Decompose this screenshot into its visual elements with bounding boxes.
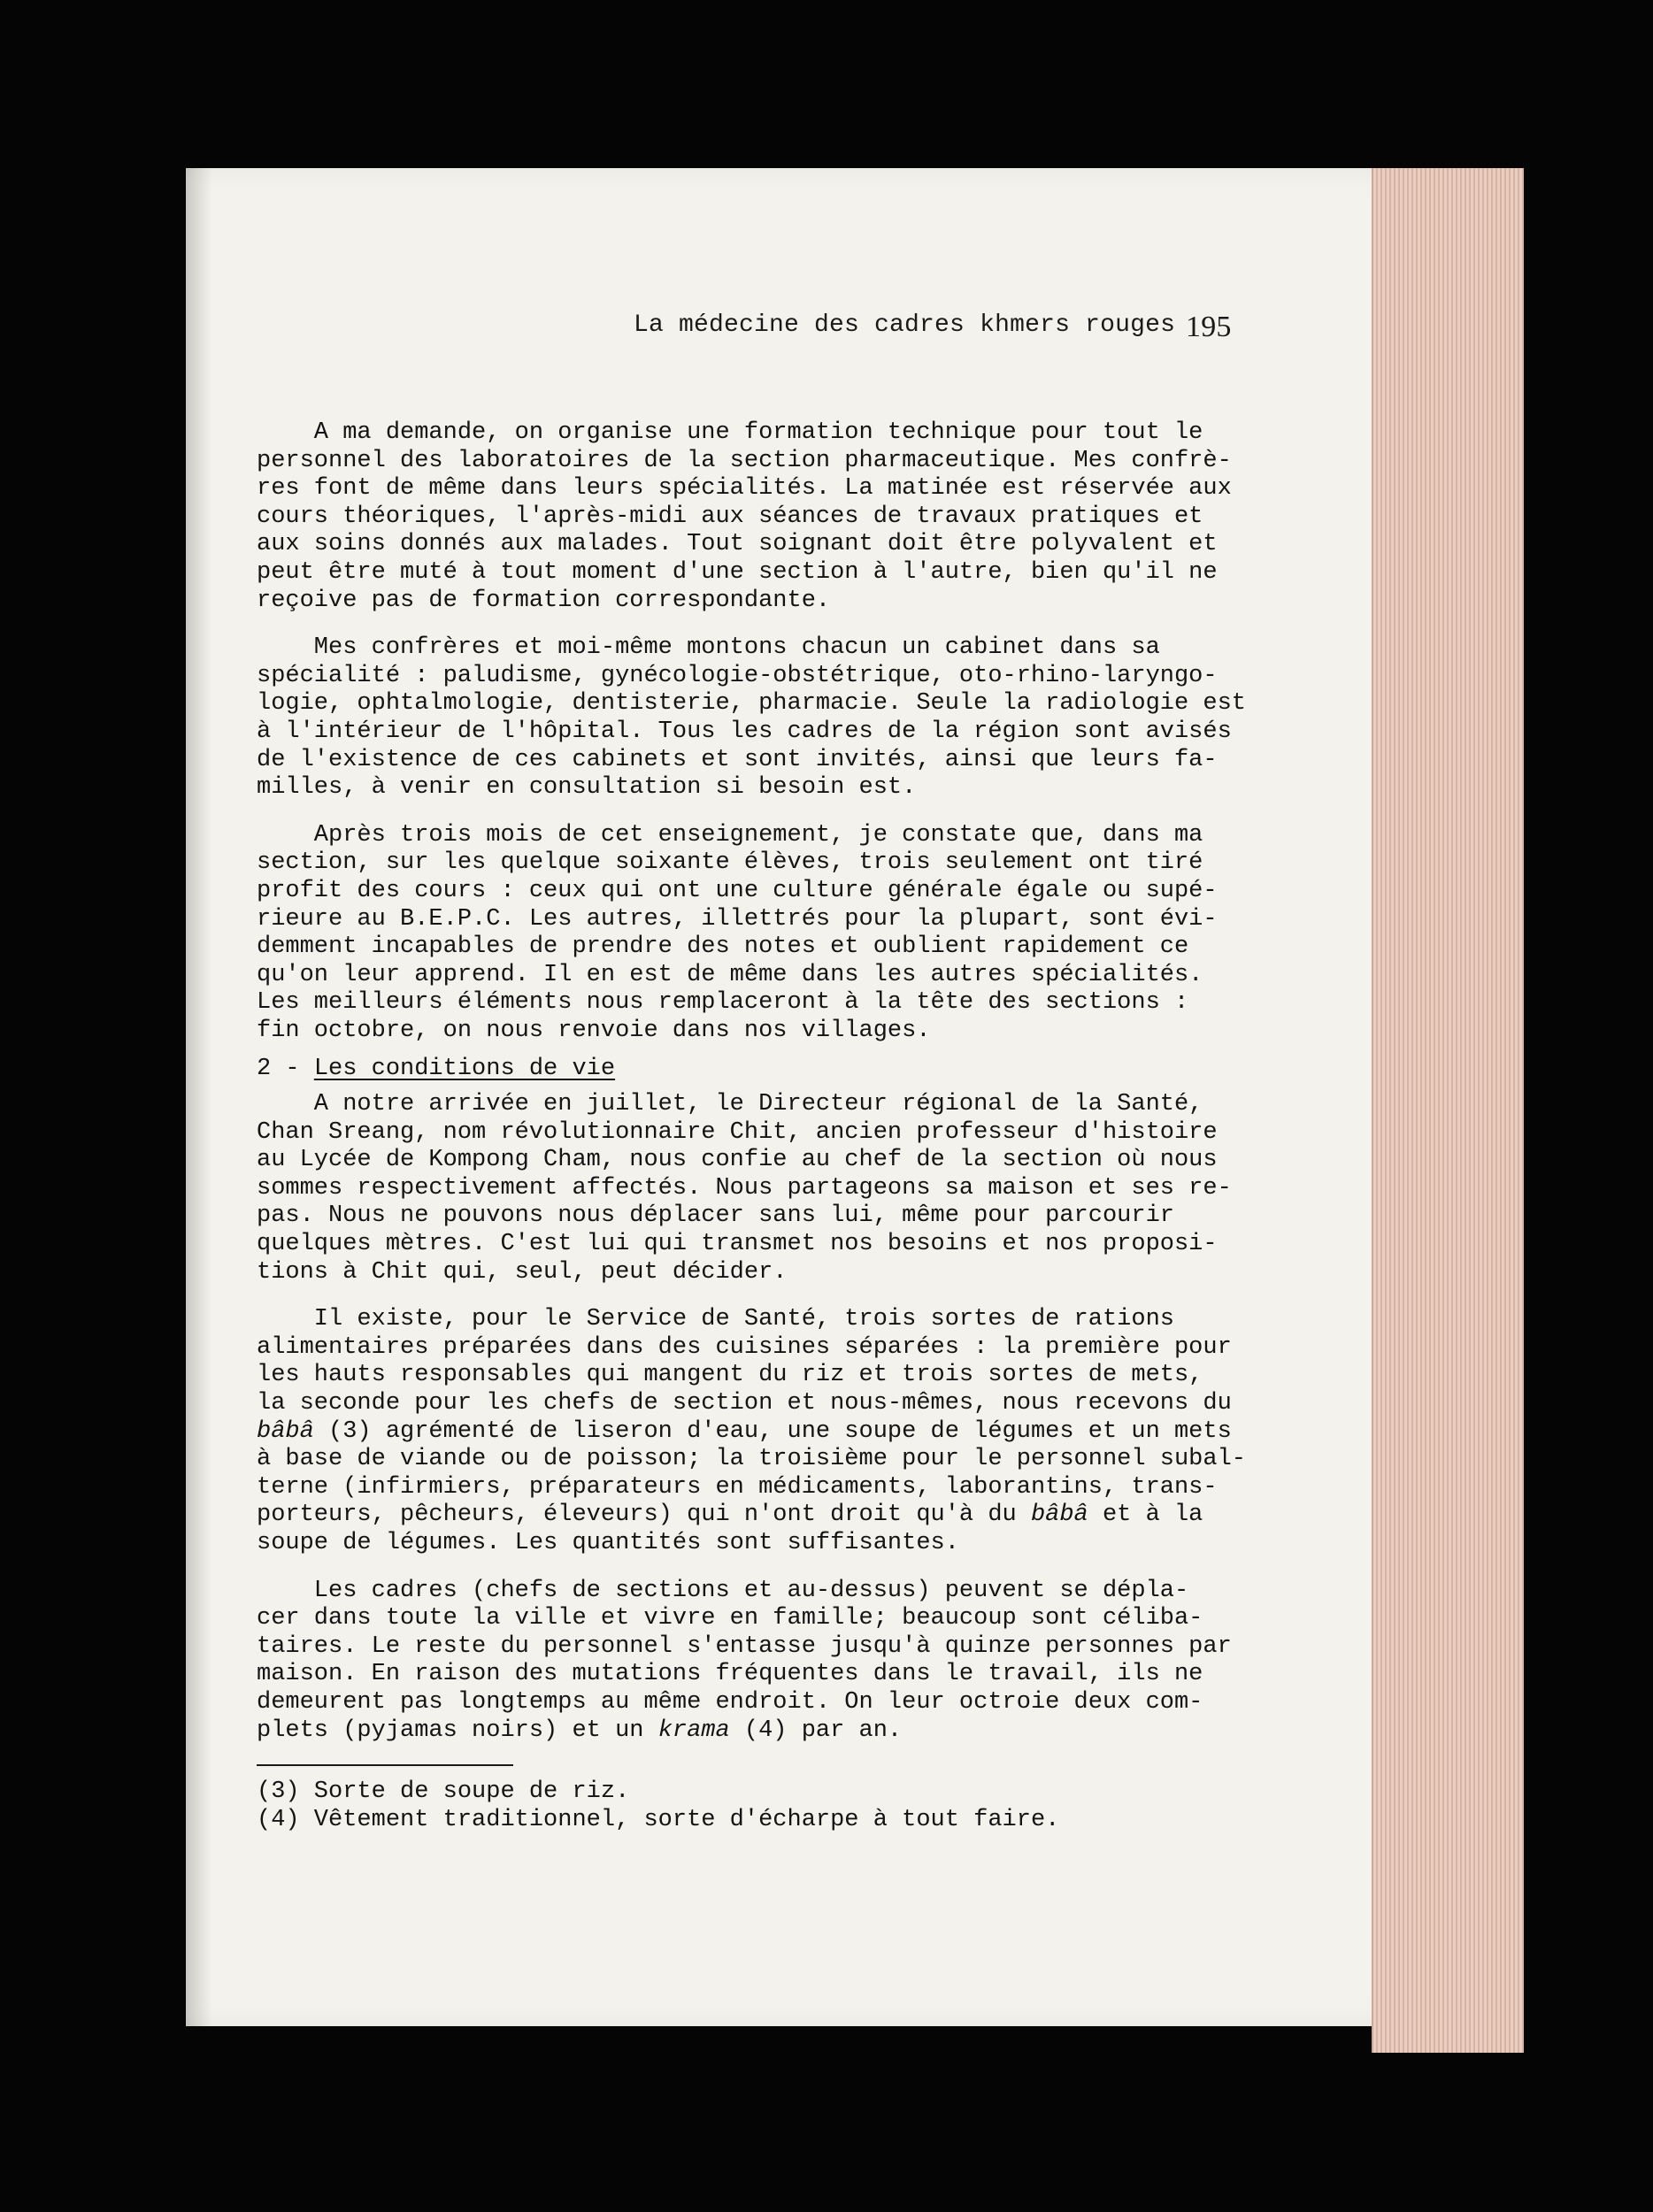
text-line: Chan Sreang, nom révolutionnaire Chit, ancien professeur d'histoire	[257, 1118, 1218, 1146]
text-line: au Lycée de Kompong Cham, nous confie au chef de la section où nous	[257, 1147, 1218, 1174]
italic-term: bâbâ	[257, 1417, 314, 1445]
paragraph-gap	[257, 1558, 1221, 1578]
text-line: de l'existence de ces cabinets et sont invités, ainsi que leurs fa-	[257, 746, 1218, 773]
text-line: peut être muté à tout moment d'une section à l'autre, bien qu'il ne	[257, 558, 1218, 586]
text-line: fin octobre, on nous renvoie dans nos villages.	[257, 1017, 931, 1044]
paragraph	[257, 1577, 1232, 1746]
text-line: milles, à venir en consultation si besoin est.	[257, 774, 917, 802]
paragraph	[257, 419, 1232, 615]
footnote: (3) Sorte de soupe de riz.	[257, 1778, 630, 1806]
text-line: spécialité : paludisme, gynécologie-obstétrique, oto-rhino-laryngo-	[257, 662, 1218, 689]
text-line: terne (infirmiers, préparateurs en médicaments, laborantins, trans-	[257, 1473, 1218, 1501]
footnotes	[257, 1778, 1221, 1834]
page-edges	[1372, 168, 1524, 2053]
text-line: Il existe, pour le Service de Santé, trois sortes de rations	[257, 1306, 1174, 1333]
text-line: soupe de légumes. Les quantités sont suffisantes.	[257, 1529, 959, 1556]
text-line: reçoive pas de formation correspondante.	[257, 587, 831, 614]
paragraph	[257, 634, 1246, 803]
text-line: A notre arrivée en juillet, le Directeur régional de la Santé,	[257, 1091, 1203, 1118]
text-line: maison. En raison des mutations fréquentes dans le travail, ils ne	[257, 1661, 1203, 1688]
text-line: bâbâ (3) agrémenté de liseron d'eau, une soupe de légumes et un mets	[257, 1417, 1232, 1445]
running-header	[634, 311, 1232, 343]
text-line: qu'on leur apprend. Il en est de même dans les autres spécialités.	[257, 961, 1203, 988]
paragraph	[257, 1091, 1232, 1286]
text-line: cer dans toute la ville et vivre en famille; beaucoup sont céliba-	[257, 1605, 1203, 1632]
text-line: section, sur les quelque soixante élèves, trois seulement ont tiré	[257, 849, 1203, 877]
text-line: sommes respectivement affectés. Nous partageons sa maison et ses re-	[257, 1174, 1232, 1202]
text-line: demeurent pas longtemps au même endroit. On leur octroie deux com-	[257, 1688, 1203, 1716]
text-line: cours théoriques, l'après-midi aux séances de travaux pratiques et	[257, 503, 1203, 530]
text-line: tions à Chit qui, seul, peut décider.	[257, 1258, 788, 1286]
running-title: La médecine des cadres khmers rouges	[634, 311, 1176, 339]
text-line: les hauts responsables qui mangent du riz et trois sortes de mets,	[257, 1362, 1203, 1389]
page-number: 195	[1186, 311, 1232, 343]
italic-term: bâbâ	[1030, 1502, 1088, 1529]
text-line: porteurs, pêcheurs, éleveurs) qui n'ont droit qu'à du bâbâ et à la	[257, 1502, 1203, 1529]
text-line: Après trois mois de cet enseignement, je constate que, dans ma	[257, 821, 1203, 849]
text-line: pas. Nous ne pouvons nous déplacer sans lui, même pour parcourir	[257, 1202, 1174, 1230]
section-heading-number: 2 -	[257, 1056, 314, 1083]
text-line: à base de viande ou de poisson; la troisième pour le personnel subal-	[257, 1446, 1246, 1473]
paragraphs-after-heading	[257, 1091, 1246, 1745]
paragraph-gap	[257, 803, 1221, 822]
text-line: res font de même dans leurs spécialités. La matinée est réservée aux	[257, 475, 1232, 503]
text-line: quelques mètres. C'est lui qui transmet nos besoins et nos proposi-	[257, 1231, 1218, 1258]
paragraphs-before-heading	[257, 419, 1246, 1045]
text-line: plets (pyjamas noirs) et un krama (4) par an.	[257, 1717, 903, 1744]
text-line: demment incapables de prendre des notes et oublient rapidement ce	[257, 933, 1189, 961]
text-line: Les meilleurs éléments nous remplaceront à la tête des sections :	[257, 989, 1189, 1017]
text-line: logie, ophtalmologie, dentisterie, pharmacie. Seule la radiologie est	[257, 690, 1246, 718]
text-line: aux soins donnés aux malades. Tout soignant doit être polyvalent et	[257, 531, 1218, 558]
text-line: Mes confrères et moi-même montons chacun un cabinet dans sa	[257, 634, 1160, 662]
text-line: alimentaires préparées dans des cuisines séparées : la première pour	[257, 1333, 1232, 1361]
paragraph	[257, 822, 1221, 1046]
text-line: Les cadres (chefs de sections et au-dessus) peuvent se dépla-	[257, 1577, 1189, 1604]
italic-term: krama	[657, 1717, 730, 1744]
text-line: A ma demande, on organise une formation technique pour tout le	[257, 419, 1203, 446]
text-line: à l'intérieur de l'hôpital. Tous les cadres de la région sont avisés	[257, 718, 1232, 745]
gutter-shadow	[186, 168, 212, 2026]
paragraph-gap	[257, 615, 1221, 634]
body-text	[257, 419, 1246, 1834]
footnote: (4) Vêtement traditionnel, sorte d'écharpe à tout faire.	[257, 1806, 1060, 1833]
paragraph	[257, 1306, 1246, 1557]
text-line: taires. Le reste du personnel s'entasse jusqu'à quinze personnes par	[257, 1632, 1232, 1660]
footnote-rule	[257, 1764, 513, 1766]
text-line: profit des cours : ceux qui ont une culture générale égale ou supé-	[257, 877, 1218, 904]
text-line: personnel des laboratoires de la section pharmaceutique. Mes confrè-	[257, 447, 1232, 474]
section-heading-title: Les conditions de vie	[313, 1056, 616, 1083]
paragraph-gap	[257, 1286, 1221, 1306]
text-line: la seconde pour les chefs de section et nous-mêmes, nous recevons du	[257, 1390, 1232, 1417]
section-heading	[257, 1056, 1221, 1084]
text-line: rieure au B.E.P.C. Les autres, illettrés pour la plupart, sont évi-	[257, 905, 1218, 933]
